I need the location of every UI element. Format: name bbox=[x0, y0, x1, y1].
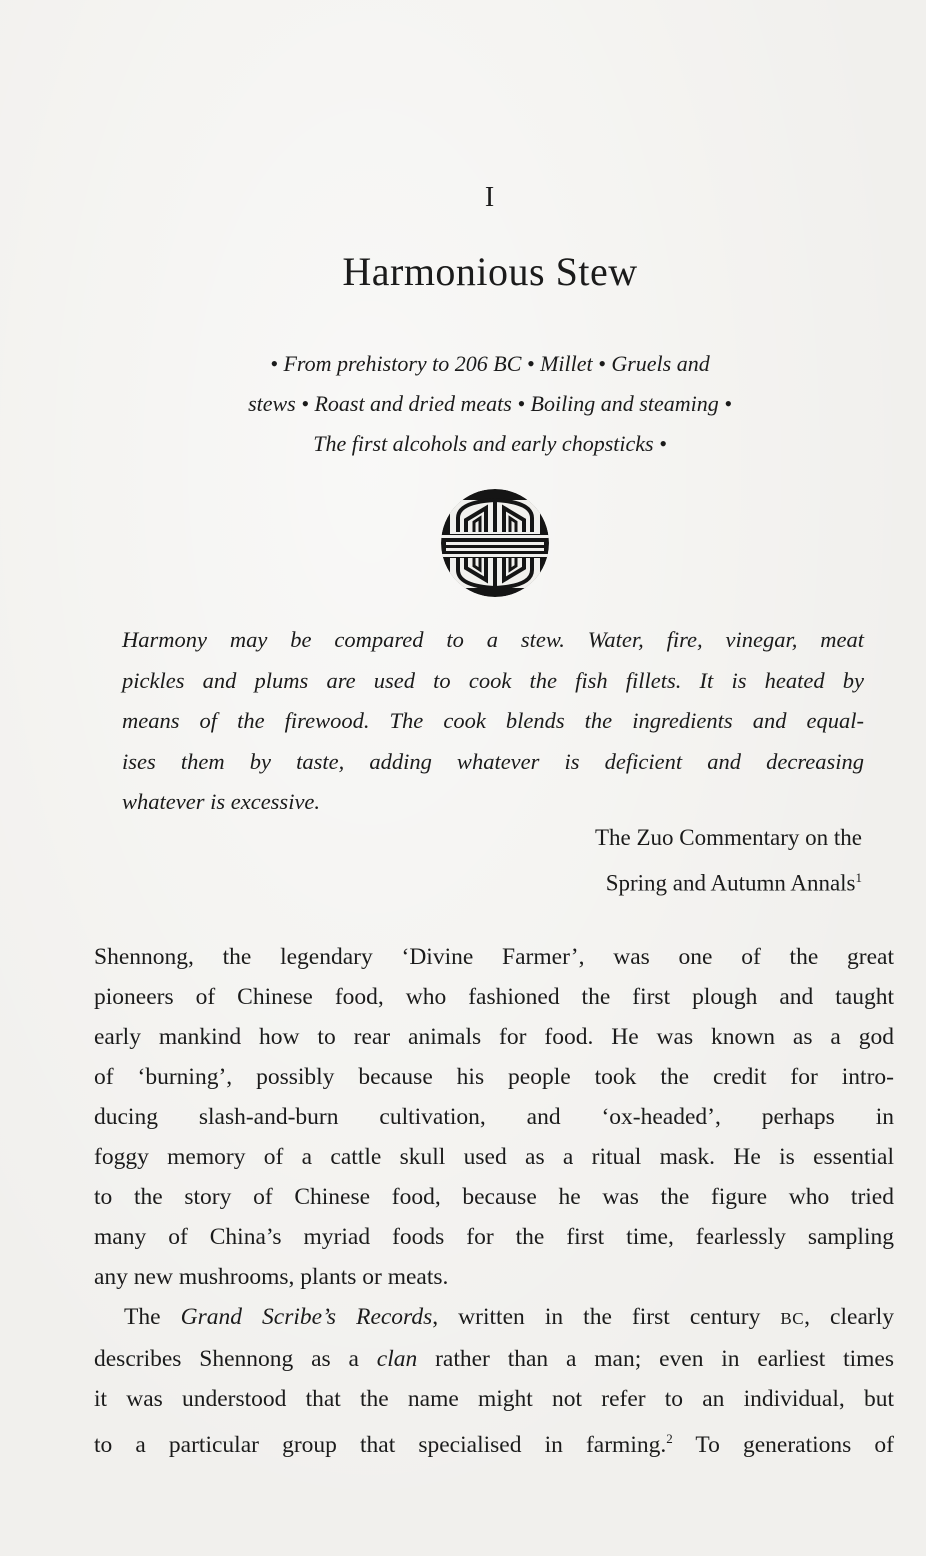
chapter-summary bbox=[150, 344, 830, 464]
text-run: , clearly bbox=[804, 1304, 894, 1330]
body-line bbox=[94, 1297, 894, 1339]
chapter-title: Harmonious Stew bbox=[342, 249, 638, 294]
body-line: it was understood that the name might not refer to an individual, but bbox=[94, 1386, 894, 1412]
body-line: foggy memory of a cattle skull used as a ritual mask. He is essential bbox=[94, 1144, 894, 1170]
body-line: any new mushrooms, plants or meats. bbox=[94, 1264, 449, 1290]
text-run: describes Shennong as a bbox=[94, 1346, 377, 1372]
text-run: to a particular group that specialised in farming. bbox=[94, 1431, 667, 1458]
text-run: The bbox=[124, 1304, 181, 1330]
summary-line: • From prehistory to 206 BC • Millet • Gruels and bbox=[270, 351, 710, 376]
body-line bbox=[94, 1339, 894, 1379]
emphasis: clan bbox=[376, 1346, 418, 1372]
epigraph-line: whatever is excessive. bbox=[122, 789, 321, 814]
text-run: , written in the first century bbox=[432, 1304, 781, 1330]
summary-line: The first alcohols and early chopsticks • bbox=[313, 431, 667, 456]
chapter-number: I bbox=[484, 182, 496, 213]
body-line: to the story of Chinese food, because he was the figure who tried bbox=[94, 1184, 894, 1210]
text-run: rather than a man; even in earliest times bbox=[417, 1346, 894, 1372]
epigraph-line: Harmony may be compared to a stew. Water, fire, vinegar, meat bbox=[122, 627, 864, 652]
summary-line: stews • Roast and dried meats • Boiling and steaming • bbox=[248, 391, 732, 416]
body-line: early mankind how to rear animals for food. He was known as a god bbox=[94, 1024, 894, 1050]
body-line: ducing slash-and-burn cultivation, and ‘ox-headed’, perhaps in bbox=[94, 1104, 894, 1130]
epigraph-line: means of the firewood. The cook blends the ingredients and equal- bbox=[122, 708, 864, 733]
footnote-marker: 2 bbox=[666, 1431, 673, 1446]
book-title: Grand Scribe’s Records bbox=[180, 1304, 433, 1330]
body-text bbox=[94, 937, 894, 1465]
body-line: many of China’s myriad foods for the first time, fearlessly sampling bbox=[94, 1224, 894, 1250]
epigraph-line: pickles and plums are used to cook the fish fillets. It is heated by bbox=[122, 667, 864, 693]
shou-longevity-emblem-icon bbox=[440, 488, 550, 598]
era-abbrev: BC bbox=[780, 1309, 805, 1328]
epigraph-line: ises them by taste, adding whatever is deficient and decreasing bbox=[122, 748, 864, 774]
epigraph-attribution bbox=[462, 818, 862, 904]
body-line: pioneers of Chinese food, who fashioned the first plough and taught bbox=[94, 984, 894, 1010]
epigraph-quote bbox=[122, 620, 864, 823]
text-run: To generations of bbox=[672, 1431, 895, 1458]
attribution-line: The Zuo Commentary on the bbox=[595, 825, 862, 850]
footnote-marker: 1 bbox=[855, 870, 862, 885]
attribution-line: Spring and Autumn Annals bbox=[605, 870, 856, 896]
body-line: of ‘burning’, possibly because his people took the credit for intro- bbox=[94, 1064, 894, 1090]
body-line bbox=[94, 1419, 894, 1465]
body-line: Shennong, the legendary ‘Divine Farmer’, was one of the great bbox=[94, 944, 894, 970]
